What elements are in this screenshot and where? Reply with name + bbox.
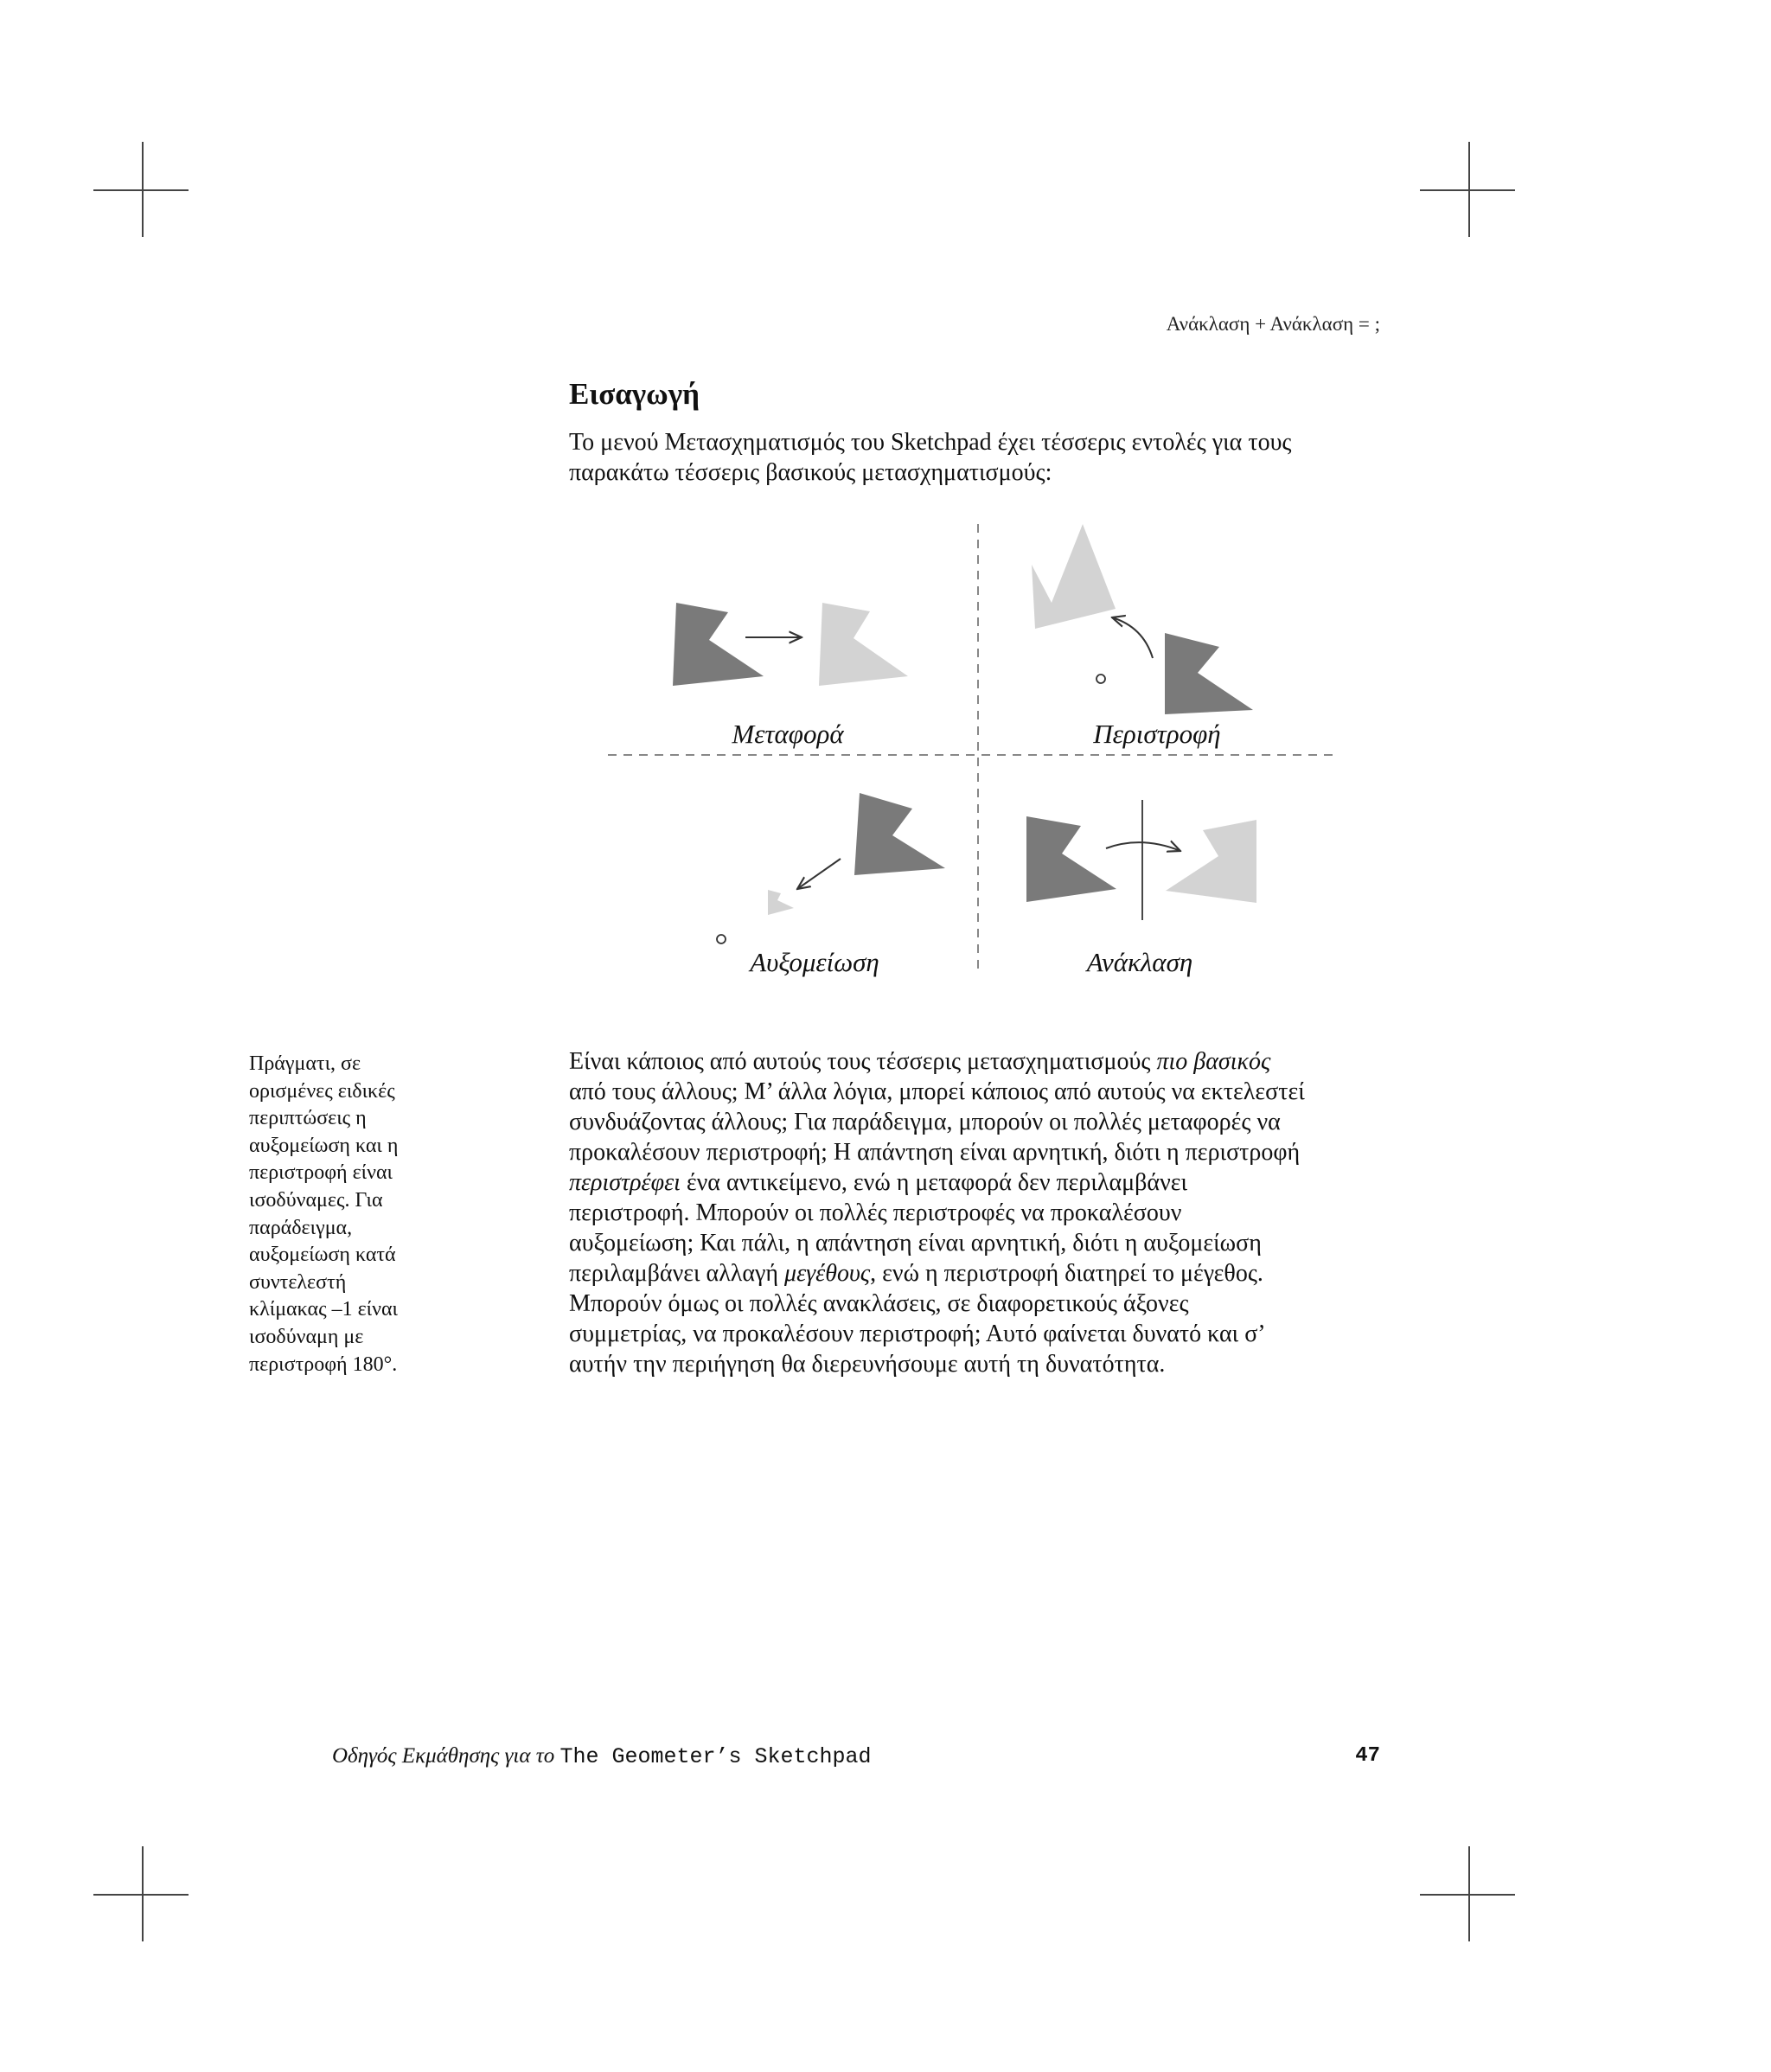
body-text: αυτήν την περιήγηση θα διερευνήσουμε αυτή τη δυνατότητα. (569, 1351, 1166, 1378)
reflection-image-shape (1166, 820, 1256, 903)
body-emphasis: μεγέθους (784, 1260, 871, 1287)
margin-note-line: περιπτώσεις η (249, 1107, 367, 1130)
body-text: περιστροφή. Μπορούν οι πολλές περιστροφές να προκαλέσουν (569, 1199, 1182, 1226)
margin-note-line: ισοδύναμες. Για (249, 1188, 383, 1212)
rotation-original-shape (1165, 633, 1253, 714)
margin-note-line: περιστροφή είναι (249, 1161, 393, 1185)
dilation-center-point (717, 935, 726, 943)
rotation-arrow (1112, 617, 1153, 658)
footer-title (332, 1744, 872, 1769)
translation-image-shape (819, 603, 908, 686)
body-text: , ενώ η περιστροφή διατηρεί το μέγεθος. (870, 1260, 1263, 1287)
section-title: Εισαγωγή (569, 377, 700, 411)
intro-line: Το μενού Μετασχηματισμός του Sketchpad έχει τέσσερις εντολές για τους (569, 429, 1292, 456)
body-text: συμμετρίας, να προκαλέσουν περιστροφή; Αυτό φαίνεται δυνατό και σ’ (569, 1321, 1266, 1347)
label-rotation: Περιστροφή (1093, 719, 1221, 749)
translation-original-shape (673, 603, 764, 686)
crop-mark (142, 1846, 144, 1941)
label-translation: Μεταφορά (732, 719, 844, 749)
margin-note-line: κλίμακας –1 είναι (249, 1298, 399, 1321)
crop-mark (1468, 1846, 1470, 1941)
reflection-arrow (1106, 842, 1180, 851)
page-number: 47 (1355, 1744, 1380, 1768)
label-dilation: Αυξομείωση (750, 947, 879, 977)
body-text: Μπορούν όμως οι πολλές ανακλάσεις, σε διαφορετικούς άξονες (569, 1290, 1189, 1317)
margin-note-line: αυξομείωση και η (249, 1134, 399, 1157)
margin-note-line: ισοδύναμη με (249, 1325, 364, 1348)
rotation-center-point (1096, 675, 1105, 683)
dilation-original-shape (854, 793, 945, 875)
crop-mark (93, 1894, 189, 1896)
body-text: αυξομείωση; Και πάλι, η απάντηση είναι αρνητική, διότι η αυξομείωση (569, 1230, 1262, 1257)
intro-line: παρακάτω τέσσερις βασικούς μετασχηματισμούς: (569, 459, 1052, 486)
body-text: από τους άλλους; Μ’ άλλα λόγια, μπορεί κάποιος από αυτούς να εκτελεστεί (569, 1078, 1305, 1105)
margin-note-line: περιστροφή 180°. (249, 1353, 398, 1376)
running-head: Ανάκλαση + Ανάκλαση = ; (1166, 313, 1380, 335)
crop-mark (1420, 1894, 1515, 1896)
body-text: Είναι κάποιος από αυτούς τους τέσσερις μετασχηματισμούς (569, 1048, 1157, 1075)
margin-note-line: αυξομείωση κατά (249, 1244, 396, 1267)
margin-note-line: παράδειγμα, (249, 1216, 353, 1239)
footer-product-name: The Geometer’s Sketchpad (559, 1744, 872, 1769)
margin-note-line: ορισμένες ειδικές (249, 1079, 395, 1103)
reflection-original-shape (1026, 816, 1116, 902)
body-text: προκαλέσουν περιστροφή; Η απάντηση είναι αρνητική, διότι η περιστροφή (569, 1139, 1301, 1166)
dilation-arrow (797, 859, 841, 889)
label-reflection: Ανάκλαση (1086, 947, 1193, 977)
margin-note-line: συντελεστή (249, 1270, 347, 1294)
margin-note-line: Πράγματι, σε (249, 1052, 361, 1075)
body-emphasis: πιο βασικός (1156, 1048, 1271, 1075)
body-text: περιλαμβάνει αλλαγή (569, 1260, 785, 1287)
body-emphasis: περιστρέφει (569, 1169, 681, 1196)
margin-note (249, 1051, 457, 1378)
dilation-image-shape (768, 890, 794, 915)
rotation-image-shape (1032, 524, 1116, 629)
body-text: ένα αντικείμενο, ενώ η μεταφορά δεν περιλαμβάνει (680, 1169, 1188, 1196)
body-text: συνδυάζοντας άλλους; Για παράδειγμα, μπορούν οι πολλές μεταφορές να (569, 1109, 1281, 1135)
body-paragraph (569, 1046, 1391, 1379)
footer-guide-text: Οδηγός Εκμάθησης για το (332, 1744, 560, 1768)
